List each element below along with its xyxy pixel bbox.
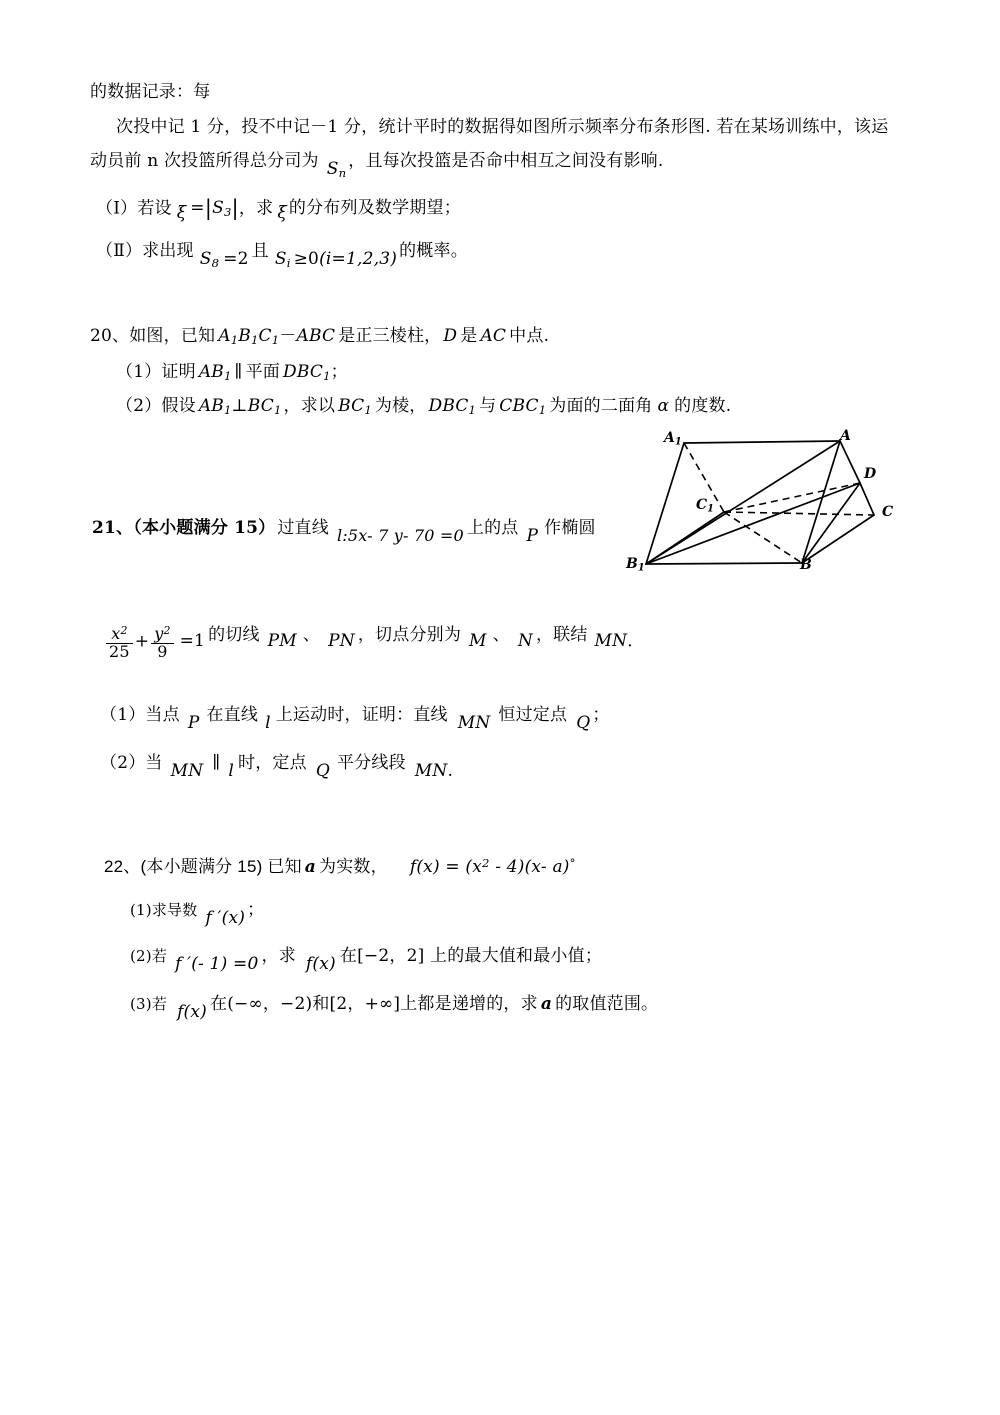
q20-sub-2-label: （2）假设: [116, 396, 196, 416]
q21-sub2-mn-2: MN: [414, 761, 448, 781]
q22-sub3-fx: f(x): [177, 1002, 208, 1022]
q22-sub-1-tail: ；: [247, 900, 265, 920]
figure-label-c1: [696, 497, 714, 514]
q21-sub1-b: 上运动时，证明：直线: [275, 705, 448, 725]
q20-sub2-bc1b-sub: 1: [364, 403, 372, 418]
q20-sub1-dbc1-base: DBC: [283, 362, 324, 382]
q22-sub-3-label: (3)若: [130, 995, 168, 1013]
q20-sub1-dbc1-sub: 1: [323, 369, 331, 384]
q22-function-definition: [410, 857, 576, 877]
q20-sub-1-label: （1）证明: [116, 362, 196, 382]
q22-stem: [104, 858, 576, 876]
q19-part-2-mid: 且: [251, 241, 269, 261]
q19-s3-base: S: [212, 198, 224, 219]
edge-b1-b: [646, 563, 802, 564]
figure-label-d: [864, 466, 876, 482]
q20-sub2-dbc1: [428, 396, 476, 416]
q20-sub1-ab1-sub: 1: [224, 369, 232, 384]
figure-label-c-letter: C: [882, 504, 894, 520]
q22-sub1-derivative: f ′(x): [205, 908, 246, 928]
q22-func-sup: 2: [482, 856, 490, 870]
q19-abs-open: |: [204, 196, 213, 221]
q21-ellipse-num-y-base: y: [154, 623, 164, 643]
figure-label-d-letter: D: [864, 466, 877, 482]
q21-ellipse-den-x: 25: [109, 641, 130, 661]
q22-func-eq-part1: f(x) = (x: [409, 857, 483, 878]
q20-sub2-d: 与: [479, 396, 497, 416]
q21-stem-c: 作椭圆: [544, 518, 596, 538]
q19-part-1: [96, 196, 461, 224]
figure-label-b1: [626, 556, 645, 573]
q21-stem-g: .: [627, 631, 633, 652]
q21-sub2-a: 时，定点: [238, 753, 307, 773]
intro-line-1-text: 的数据记录：每: [90, 82, 211, 102]
figure-label-c1-letter: C: [696, 497, 708, 513]
q21-point-m: M: [469, 631, 487, 652]
figure-label-a1-sub: 1: [674, 436, 682, 448]
q19-part-2-tail: 的概率。: [399, 241, 468, 261]
q21-ellipse-num-x-base: x: [111, 623, 121, 643]
q19-s3-sub: 3: [223, 205, 232, 220]
q21-ellipse-num-y-sup: 2: [163, 624, 171, 637]
q21-stem-e: ，切点分别为: [357, 625, 462, 646]
q20-stem-c: 是: [460, 326, 478, 346]
q22-sub-2-label: (2)若: [130, 947, 168, 965]
edge-a-d: [840, 441, 860, 483]
q20-sub2-cbc1-base: CBC: [499, 396, 539, 416]
q21-ellipse-term-x: [106, 625, 133, 660]
figure-label-c1-sub: 1: [707, 503, 714, 515]
q20-sub2-bc1b: [338, 396, 372, 416]
q19-s3: [212, 198, 231, 218]
q21-number: 21、: [92, 518, 134, 538]
hidden-edge-c1-c: [724, 512, 874, 515]
q21-stem: [92, 518, 596, 546]
q20-c1: C: [258, 326, 272, 346]
q21-sub2-line-l: l: [228, 761, 235, 781]
q21-sub-1-tail: ；: [592, 705, 610, 725]
diagonal-b1-a: [646, 441, 840, 564]
figure-label-a: [840, 428, 851, 444]
q19-si-ge: ≥0: [293, 249, 320, 269]
q19-equals-1: =: [190, 198, 205, 219]
q20-ac: AC: [480, 326, 507, 346]
q19-part-2: [96, 241, 468, 271]
intro-line-2: [116, 119, 888, 136]
q22-stem-a: (本小题满分 15) 已知: [140, 857, 302, 877]
q21-point-n: N: [517, 631, 533, 652]
q20-sub2-cbc1-sub: 1: [538, 403, 547, 418]
triangular-prism-figure: [612, 424, 918, 596]
q20-sub1-dbc1: [283, 362, 331, 382]
q21-ellipse-den-y: 9: [157, 641, 168, 661]
q21-sub1-point-q: Q: [576, 713, 591, 733]
q20-b1: B: [238, 326, 251, 346]
q21-point-p: P: [526, 526, 539, 546]
q21-ellipse-plus: +: [134, 631, 150, 652]
q22-var-a: a: [304, 857, 317, 878]
q21-tangent-pm: PM: [267, 631, 297, 652]
q20-stem: [90, 328, 549, 347]
intro-line-3-text-a: 动员前 n 次投篮所得总分司为: [90, 151, 319, 171]
q20-d: D: [443, 326, 458, 346]
intro-line-2-text: 次投中记 1 分，投不中记－1 分，统计平时的数据得如图所示频率分布条形图. 若在某场训练中，该运: [116, 117, 889, 137]
q21-line-equation: l:5x- 7 y- 70 =0: [336, 526, 464, 545]
q20-sub2-e: 为面的二面角: [549, 396, 653, 416]
q19-si-sub: i: [286, 256, 291, 271]
edge-a1-b1: [646, 443, 684, 564]
q21-sub-1-label: （1）当点: [100, 705, 180, 725]
q21-sub-2-tail: .: [447, 761, 454, 781]
q20-sub2-b: ，求以: [283, 396, 336, 416]
q21-ellipse-num-y: [151, 625, 173, 644]
q20-c1-sub: 1: [271, 333, 280, 348]
q21-tangent-pn: PN: [328, 631, 355, 652]
q20-sub-2: [116, 398, 731, 417]
intro-sn-base: S: [326, 159, 339, 179]
q20-sub1-plane: 平面: [245, 362, 281, 382]
figure-label-a-letter: A: [840, 428, 851, 444]
q21-stem-b: 上的点: [466, 518, 519, 538]
q20-sub1-ab1: [199, 362, 232, 382]
q20-sub-1-tail: ；: [330, 362, 348, 382]
q21-sub-1: [100, 705, 610, 733]
q19-si-base: S: [274, 249, 287, 269]
q21-sub2-point-q: Q: [315, 761, 330, 781]
q22-stem-a-tail: 为实数，: [319, 857, 388, 877]
q20-sub2-alpha: α: [657, 396, 670, 416]
q21-sub1-mn: MN: [457, 713, 491, 733]
intro-line-1: [90, 84, 210, 101]
intro-line-3-text-b: ，且每次投篮是否命中相互之间没有影响.: [348, 151, 664, 171]
q21-ellipse-num-x-sup: 2: [120, 624, 128, 637]
figure-label-a1: [664, 430, 682, 447]
q22-number: 22、: [104, 857, 141, 877]
q20-sub2-ab1-sub: 1: [224, 403, 232, 418]
q20-sub2-cbc1: [499, 396, 546, 416]
q19-abs-close: |: [231, 196, 239, 221]
q19-s8: [200, 251, 219, 270]
q22-sub3-a: 在(−∞，−2)和[2，+∞]上都是递增的，求: [210, 994, 538, 1014]
q20-a1-sub: 1: [230, 333, 239, 348]
q22-sub-3: [130, 994, 659, 1022]
q22-sub2-fx: f(x): [305, 954, 336, 974]
intro-sn-math: [327, 161, 347, 180]
q20-sub2-bc1-base: BC: [247, 396, 274, 416]
figure-label-b: [800, 557, 812, 573]
q20-sub2-bc1-sub: 1: [273, 403, 282, 418]
q20-sub2-ab1-base: AB: [198, 396, 224, 416]
figure-label-b-letter: B: [800, 557, 812, 573]
q21-stem-a: 过直线: [277, 518, 329, 538]
q19-part-1-tail: 的分布列及数学期望；: [288, 198, 461, 219]
q20-sub2-dbc1-base: DBC: [428, 396, 469, 416]
q20-sub2-perp: ⊥: [231, 396, 248, 416]
q19-part-1-mid: ，求: [238, 198, 274, 219]
diagonal-b1-d: [646, 483, 860, 564]
q19-part-2-label: （Ⅱ）求出现: [96, 241, 194, 261]
q19-xi-2: [277, 205, 287, 222]
q19-xi-2-symbol: ξ: [277, 203, 287, 224]
q21-sub2-b: 平分线段: [336, 753, 406, 773]
figure-label-c: [882, 504, 893, 520]
q21-ellipse-equals: =1: [179, 631, 206, 652]
q21-sub1-point-p: P: [187, 713, 200, 733]
hidden-edge-c1-d: [724, 483, 860, 512]
q21-sub-2: [100, 753, 454, 781]
q20-sub2-dbc1-sub: 1: [468, 403, 477, 418]
edge-d-b: [802, 483, 860, 563]
q19-si-range: (i=1,2,3): [319, 249, 398, 269]
q22-sub2-condition: f ′(- 1) =0: [175, 954, 259, 974]
q20-number: 20、: [90, 326, 130, 346]
q20-sub-1: [116, 364, 348, 383]
q19-xi-1: [177, 205, 187, 222]
q20-sub1-ab1-base: AB: [198, 362, 224, 382]
q19-part-1-label: （Ⅰ）若设: [96, 198, 172, 219]
intro-line-3: [90, 151, 664, 181]
q22-sub-2: [130, 946, 603, 974]
q20-sub2-c: 为棱，: [374, 396, 427, 416]
q22-sub3-b: 的取值范围。: [555, 994, 659, 1014]
q22-sub-1: [130, 900, 265, 928]
q22-sub2-b: 在[−2，2] 上的最大值和最小值；: [339, 946, 603, 966]
q21-score-note: （本小题满分 15）: [133, 518, 276, 538]
q21-sub2-parallel: ∥: [212, 753, 221, 773]
q21-sub-2-label: （2）当: [100, 753, 163, 773]
q19-s8-base: S: [199, 249, 212, 269]
q20-sub2-ab1: [199, 396, 232, 416]
q22-sub3-var-a: a: [540, 994, 553, 1014]
q20-sub1-parallel: ∥: [234, 362, 243, 382]
q20-abc: ABC: [296, 326, 336, 346]
figure-label-b1-sub: 1: [637, 562, 645, 574]
q20-sub2-bc1: [248, 396, 282, 416]
q21-sep-2: 、: [492, 625, 510, 646]
q22-func-degree: °: [569, 856, 576, 870]
q20-stem-b: 是正三棱柱，: [338, 326, 442, 346]
q21-segment-mn: MN: [594, 631, 628, 652]
edge-d-c: [860, 483, 874, 515]
q21-ellipse-num-x: [106, 625, 133, 644]
q21-sep-1: 、: [302, 625, 321, 646]
prism-svg: [612, 424, 918, 596]
q22-sub-1-label: (1)求导数: [130, 901, 198, 919]
q22-func-eq-part2: - 4)(x- a): [489, 857, 570, 878]
q20-stem-a: 如图，已知: [129, 326, 216, 346]
q22-sub2-a: ，求: [261, 946, 296, 966]
q20-sub2-f: 的度数.: [674, 396, 732, 416]
q21-stem-d: 的切线: [208, 625, 260, 646]
q21-sub1-c: 恒过定点: [498, 705, 568, 725]
q19-xi-1-symbol: ξ: [176, 203, 187, 224]
q20-stem-d: 中点.: [509, 326, 550, 346]
q21-sub1-line-l: l: [265, 713, 271, 733]
q20-dash: －: [279, 326, 297, 346]
figure-label-a1-letter: A: [664, 430, 675, 446]
q20-b1-sub: 1: [250, 333, 259, 348]
q21-sub2-mn: MN: [170, 761, 204, 781]
edge-c-b: [802, 515, 874, 563]
intro-sn-sub: n: [338, 166, 347, 181]
q21-ellipse-line: [104, 624, 633, 659]
q20-sub2-bc1b-base: BC: [338, 396, 365, 416]
edge-a1-a: [684, 441, 840, 443]
q21-ellipse-term-y: [151, 625, 173, 660]
q19-s8-sub: 8: [211, 256, 220, 271]
q21-stem-f: ，联结: [535, 625, 588, 646]
q20-a1: A: [218, 326, 231, 346]
q20-prism-top: [218, 326, 279, 346]
q21-sub1-a: 在直线: [206, 705, 259, 725]
q19-si: [275, 251, 291, 270]
q19-s8-value: =2: [223, 249, 249, 269]
figure-label-b1-letter: B: [626, 556, 638, 572]
